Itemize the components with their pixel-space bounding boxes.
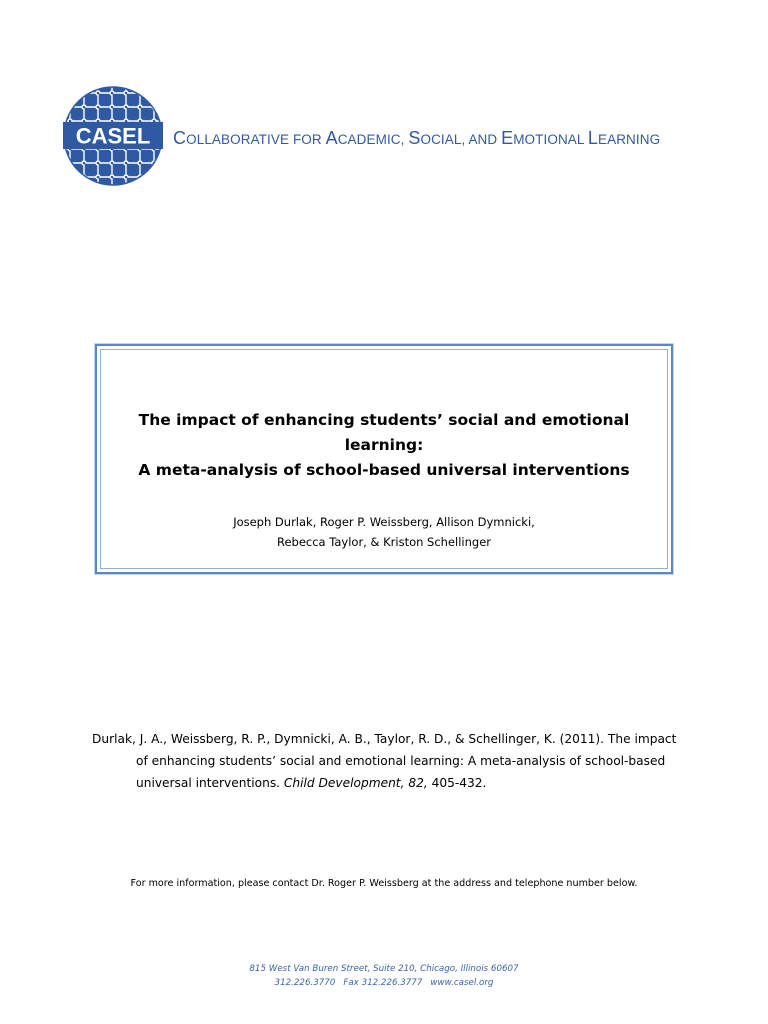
journal-name: Child Development, 82, (283, 776, 428, 790)
org-word: ACADEMIC, (325, 128, 409, 148)
paper-title-line-1: The impact of enhancing students’ social and emotional learning: (138, 411, 630, 454)
paper-title-line-2: A meta-analysis of school-based universal interventions (138, 461, 630, 479)
contact-note: For more information, please contact Dr. Roger P. Weissberg at the address and telephone number below. (130, 878, 638, 889)
org-word: SOCIAL, AND (408, 128, 502, 148)
citation-line-3: universal interventions. Child Development, 82, 405-432. (136, 776, 487, 790)
org-word: LEARNING (587, 128, 661, 148)
footer-address: 815 West Van Buren Street, Suite 210, Chicago, Illinois 60607 (249, 964, 519, 974)
puzzle-globe-icon (63, 86, 163, 186)
citation-line-1: Durlak, J. A., Weissberg, R. P., Dymnicki, A. B., Taylor, R. D., & Schellinger, K. (2011). The impact (92, 732, 677, 746)
organization-name (173, 128, 660, 149)
authors-line-2: Rebecca Taylor, & Kriston Schellinger (276, 535, 492, 549)
authors-line-1: Joseph Durlak, Roger P. Weissberg, Allison Dymnicki, (233, 515, 535, 529)
footer-phone: 312.226.3770 (274, 978, 336, 988)
footer-fax: Fax 312.226.3777 (343, 978, 423, 988)
footer-contacts (0, 976, 768, 990)
footer (0, 962, 768, 990)
casel-logo (63, 86, 163, 186)
citation (92, 728, 682, 794)
org-word: EMOTIONAL (501, 128, 588, 148)
paper-title (97, 408, 671, 483)
title-box (95, 344, 673, 574)
footer-website[interactable]: www.casel.org (430, 978, 494, 988)
citation-line-2: of enhancing students’ social and emotional learning: A meta-analysis of school-based (136, 754, 666, 768)
authors (97, 512, 671, 552)
logo-text: CASEL (75, 123, 151, 149)
org-word: COLLABORATIVE FOR (173, 128, 326, 148)
